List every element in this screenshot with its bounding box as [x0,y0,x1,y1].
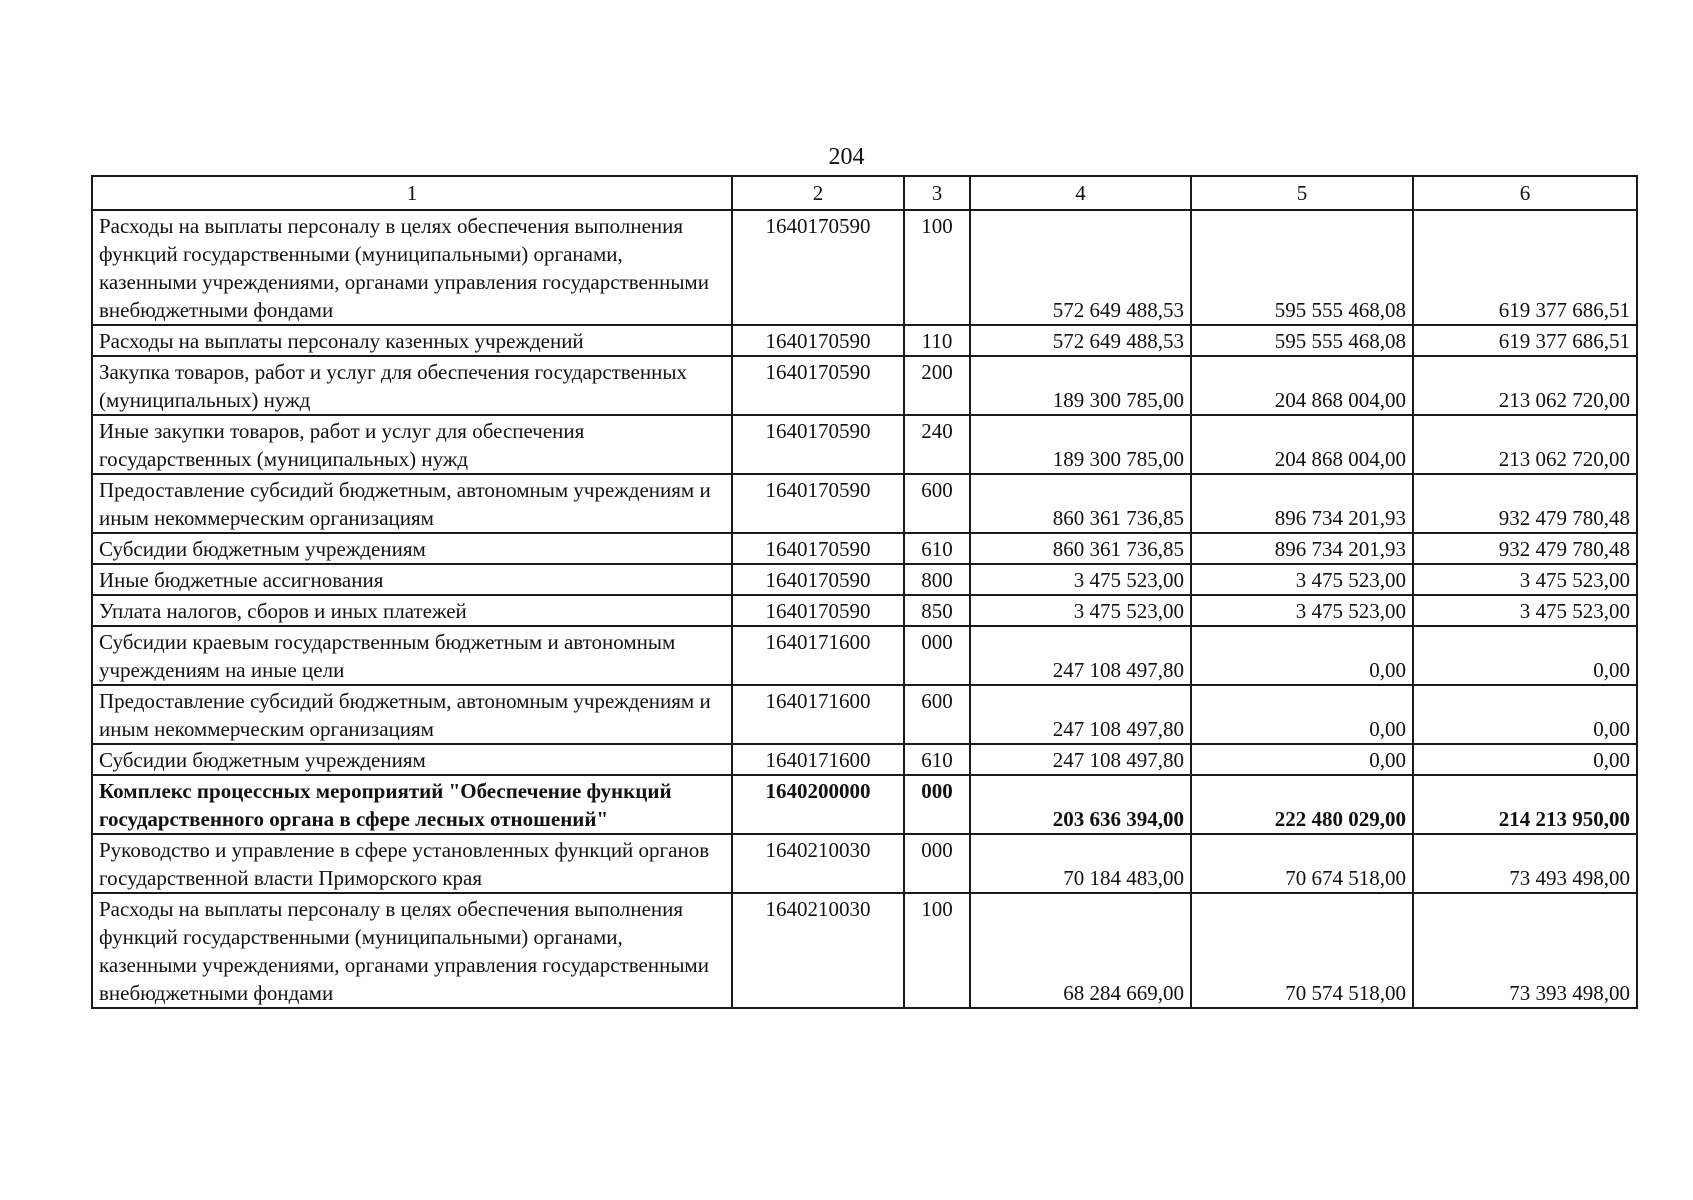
row-target-code: 1640210030 [732,834,904,893]
table-row [92,834,1637,893]
row-amount-col4: 860 361 736,85 [970,474,1191,533]
table-row [92,626,1637,685]
row-amount-col5: 0,00 [1191,626,1413,685]
row-amount-col6: 0,00 [1413,626,1637,685]
row-target-code: 1640170590 [732,325,904,356]
row-target-code: 1640170590 [732,415,904,474]
row-amount-col5: 70 674 518,00 [1191,834,1413,893]
budget-table [91,175,1638,1009]
row-expense-type: 000 [904,834,970,893]
column-header-2: 2 [732,176,904,210]
row-expense-type: 100 [904,893,970,1008]
row-amount-col4: 572 649 488,53 [970,325,1191,356]
row-amount-col4: 247 108 497,80 [970,626,1191,685]
row-amount-col5: 70 574 518,00 [1191,893,1413,1008]
table-row [92,356,1637,415]
row-expense-type: 200 [904,356,970,415]
row-name: Уплата налогов, сборов и иных платежей [92,595,732,626]
row-amount-col5: 204 868 004,00 [1191,415,1413,474]
row-name: Иные закупки товаров, работ и услуг для обеспечения государственных (муниципальных) нужд [92,415,732,474]
row-name: Субсидии краевым государственным бюджетным и автономным учреждениям на иные цели [92,626,732,685]
row-amount-col5: 3 475 523,00 [1191,564,1413,595]
row-target-code: 1640170590 [732,595,904,626]
row-name: Предоставление субсидий бюджетным, автономным учреждениям и иным некоммерческим организациям [92,474,732,533]
row-name: Расходы на выплаты персоналу в целях обеспечения выполнения функций государственными (муниципальными) органами, казенными учреждениями, органами управления государственными внебюджетными фондами [92,210,732,325]
column-header-4: 4 [970,176,1191,210]
row-amount-col5: 204 868 004,00 [1191,356,1413,415]
row-target-code: 1640171600 [732,744,904,775]
row-amount-col6: 619 377 686,51 [1413,325,1637,356]
row-expense-type: 110 [904,325,970,356]
row-expense-type: 800 [904,564,970,595]
table-row [92,415,1637,474]
row-amount-col4: 247 108 497,80 [970,685,1191,744]
row-amount-col4: 70 184 483,00 [970,834,1191,893]
table-header [92,176,1637,210]
row-amount-col6: 73 393 498,00 [1413,893,1637,1008]
row-amount-col6: 213 062 720,00 [1413,356,1637,415]
row-expense-type: 850 [904,595,970,626]
row-name: Субсидии бюджетным учреждениям [92,533,732,564]
row-name: Расходы на выплаты персоналу в целях обеспечения выполнения функций государственными (муниципальными) органами, казенными учреждениями, органами управления государственными внебюджетными фондами [92,893,732,1008]
page-number: 204 [828,144,865,170]
row-target-code: 1640200000 [732,775,904,834]
row-amount-col6: 0,00 [1413,744,1637,775]
row-target-code: 1640170590 [732,356,904,415]
row-expense-type: 240 [904,415,970,474]
row-target-code: 1640210030 [732,893,904,1008]
row-amount-col4: 860 361 736,85 [970,533,1191,564]
table-row [92,474,1637,533]
row-target-code: 1640170590 [732,474,904,533]
table-row [92,595,1637,626]
row-amount-col5: 896 734 201,93 [1191,474,1413,533]
row-expense-type: 610 [904,744,970,775]
row-name: Закупка товаров, работ и услуг для обеспечения государственных (муниципальных) нужд [92,356,732,415]
row-amount-col4: 68 284 669,00 [970,893,1191,1008]
row-expense-type: 600 [904,685,970,744]
table-row [92,564,1637,595]
row-expense-type: 000 [904,775,970,834]
row-amount-col6: 932 479 780,48 [1413,533,1637,564]
row-amount-col4: 572 649 488,53 [970,210,1191,325]
row-amount-col5: 222 480 029,00 [1191,775,1413,834]
row-expense-type: 600 [904,474,970,533]
row-name: Предоставление субсидий бюджетным, автономным учреждениям и иным некоммерческим организациям [92,685,732,744]
row-name: Расходы на выплаты персоналу казенных учреждений [92,325,732,356]
row-amount-col6: 213 062 720,00 [1413,415,1637,474]
row-name: Руководство и управление в сфере установленных функций органов государственной власти Приморского края [92,834,732,893]
column-header-1: 1 [92,176,732,210]
table-row [92,893,1637,1008]
row-target-code: 1640171600 [732,626,904,685]
row-expense-type: 610 [904,533,970,564]
column-header-6: 6 [1413,176,1637,210]
table-row [92,533,1637,564]
table-body [92,210,1637,1008]
row-amount-col6: 3 475 523,00 [1413,564,1637,595]
table-row [92,775,1637,834]
column-header-5: 5 [1191,176,1413,210]
row-amount-col6: 214 213 950,00 [1413,775,1637,834]
row-amount-col5: 0,00 [1191,685,1413,744]
row-amount-col6: 3 475 523,00 [1413,595,1637,626]
table-row [92,685,1637,744]
row-amount-col5: 3 475 523,00 [1191,595,1413,626]
row-name: Иные бюджетные ассигнования [92,564,732,595]
row-target-code: 1640170590 [732,533,904,564]
row-target-code: 1640171600 [732,685,904,744]
row-target-code: 1640170590 [732,564,904,595]
row-expense-type: 100 [904,210,970,325]
table-row [92,744,1637,775]
row-amount-col4: 189 300 785,00 [970,415,1191,474]
row-amount-col6: 932 479 780,48 [1413,474,1637,533]
row-amount-col4: 3 475 523,00 [970,595,1191,626]
column-header-3: 3 [904,176,970,210]
header-row [92,176,1637,210]
row-amount-col5: 595 555 468,08 [1191,210,1413,325]
row-amount-col4: 247 108 497,80 [970,744,1191,775]
table-row [92,325,1637,356]
table-row [92,210,1637,325]
row-target-code: 1640170590 [732,210,904,325]
row-name: Комплекс процессных мероприятий "Обеспечение функций государственного органа в сфере лесных отношений" [92,775,732,834]
row-amount-col6: 0,00 [1413,685,1637,744]
row-amount-col4: 203 636 394,00 [970,775,1191,834]
row-amount-col5: 595 555 468,08 [1191,325,1413,356]
row-amount-col5: 896 734 201,93 [1191,533,1413,564]
row-amount-col4: 3 475 523,00 [970,564,1191,595]
row-amount-col6: 619 377 686,51 [1413,210,1637,325]
row-amount-col6: 73 493 498,00 [1413,834,1637,893]
row-amount-col5: 0,00 [1191,744,1413,775]
row-name: Субсидии бюджетным учреждениям [92,744,732,775]
row-amount-col4: 189 300 785,00 [970,356,1191,415]
row-expense-type: 000 [904,626,970,685]
